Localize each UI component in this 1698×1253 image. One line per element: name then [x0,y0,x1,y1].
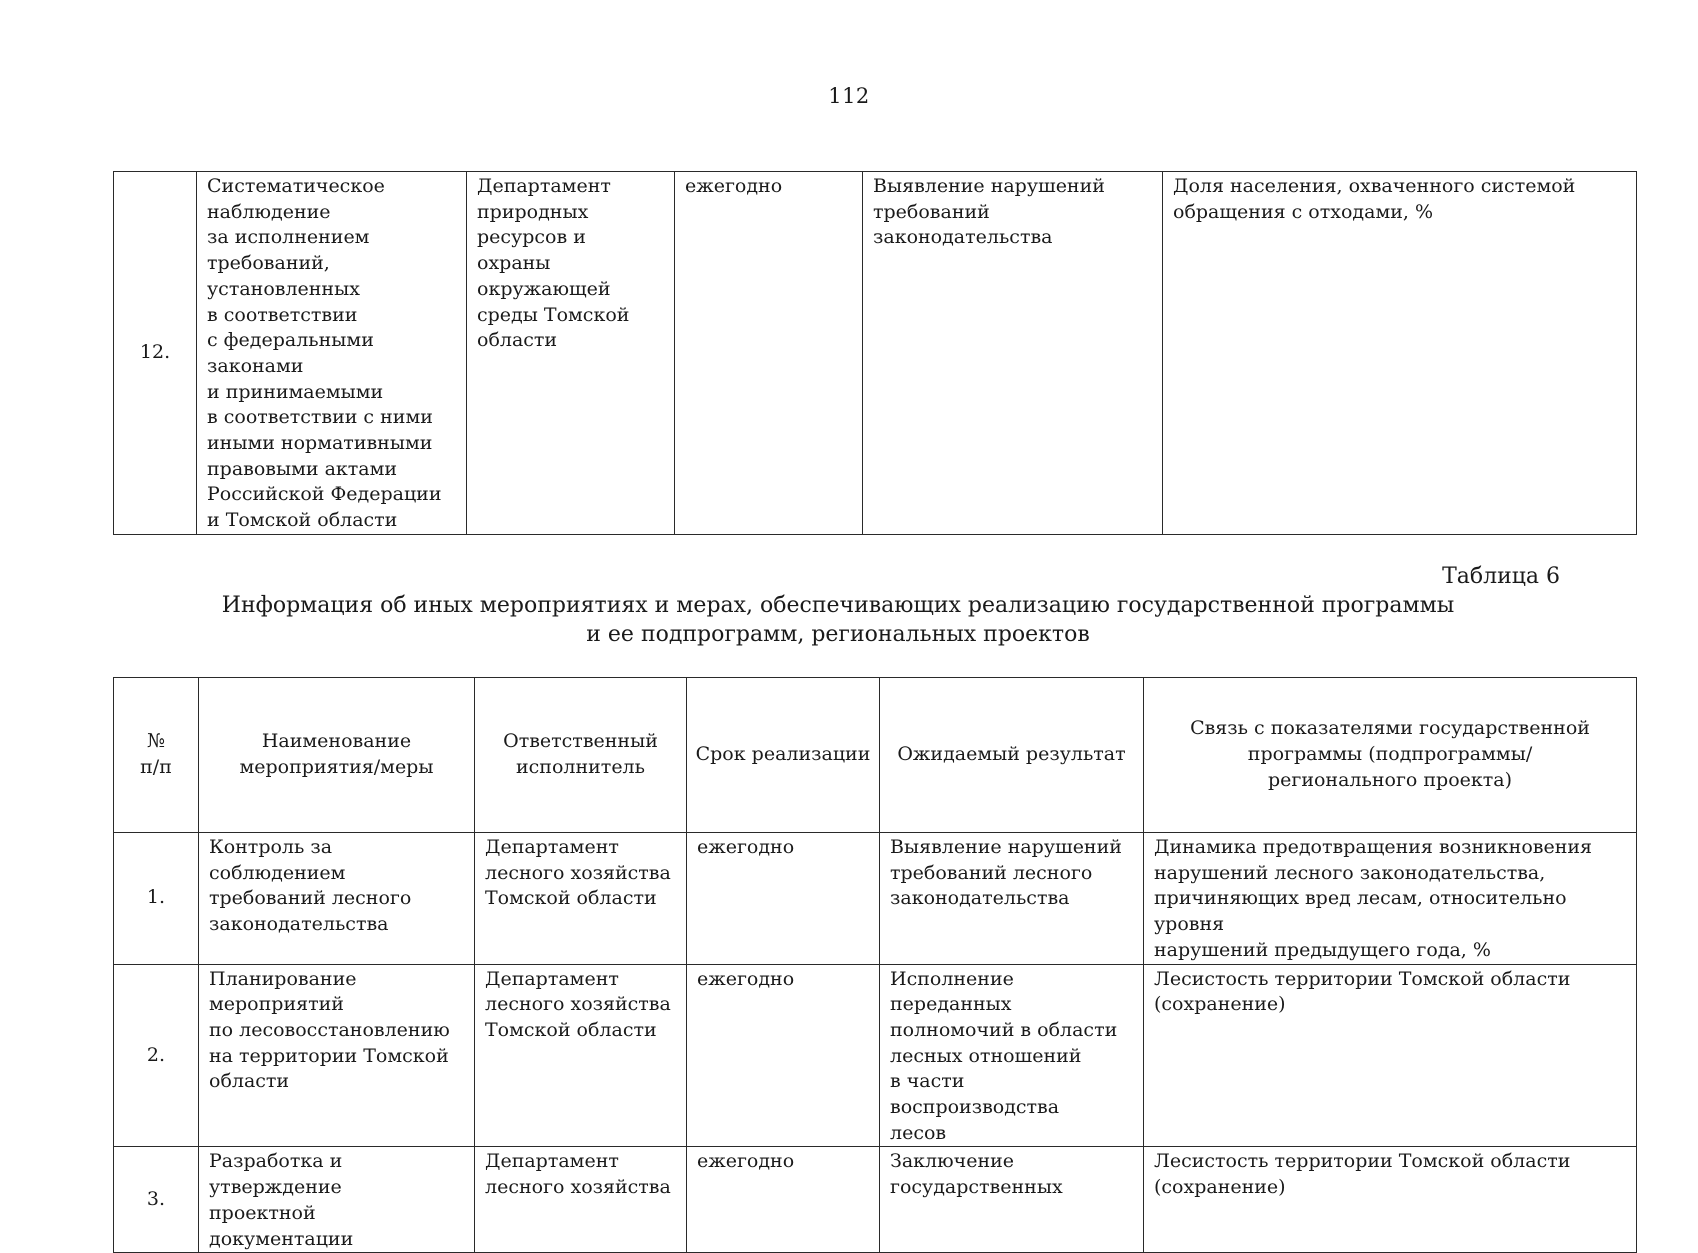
header-name: Наименование мероприятия/меры [199,678,475,833]
header-num: № п/п [114,678,199,833]
header-executor: Ответственный исполнитель [475,678,687,833]
caption-line-2: и ее подпрограмм, региональных проектов [586,622,1090,647]
table-number-label: Таблица 6 [1442,564,1560,589]
caption-line-1: Информация об иных мероприятиях и мерах, обеспечивающих реализацию государственной программы [221,593,1455,618]
row-number: 1. [114,833,199,965]
expected-result: Выявление нарушений требований лесного законодательства [880,833,1144,965]
row-number: 2. [114,964,199,1147]
indicator-link: Доля населения, охваченного системой обращения с отходами, % [1163,172,1637,535]
continued-table [113,171,1637,535]
table-row [114,833,1637,965]
measure-name: Планирование мероприятий по лесовосстановлению на территории Томской области [199,964,475,1147]
header-term: Срок реализации [687,678,880,833]
page-number: 112 [828,84,870,108]
responsible-executor: Департамент лесного хозяйства [475,1147,687,1253]
indicator-link: Лесистость территории Томской области (сохранение) [1144,964,1637,1147]
implementation-term: ежегодно [687,833,880,965]
implementation-term: ежегодно [687,964,880,1147]
implementation-term: ежегодно [675,172,863,535]
header-result: Ожидаемый результат [880,678,1144,833]
table-caption [113,591,1563,649]
implementation-term: ежегодно [687,1147,880,1253]
expected-result: Выявление нарушений требований законодательства [863,172,1163,535]
measure-name: Разработка и утверждение проектной документации [199,1147,475,1253]
responsible-executor: Департамент природных ресурсов и охраны окружающей среды Томской области [467,172,675,535]
responsible-executor: Департамент лесного хозяйства Томской области [475,964,687,1147]
measure-name: Систематическое наблюдение за исполнением требований, установленных в соответствии с федеральными законами и принимаемыми в соответствии с ними иными нормативными правовыми актами Российской Федерации и Томской области [197,172,467,535]
table-row [114,172,1637,535]
indicator-link: Лесистость территории Томской области (сохранение) [1144,1147,1637,1253]
header-link: Связь с показателями государственной программы (подпрограммы/ регионального проекта) [1144,678,1637,833]
indicator-link: Динамика предотвращения возникновения нарушений лесного законодательства, причиняющих вред лесам, относительно уровня нарушений предыдущего года, % [1144,833,1637,965]
expected-result: Заключение государственных [880,1147,1144,1253]
measure-name: Контроль за соблюдением требований лесного законодательства [199,833,475,965]
responsible-executor: Департамент лесного хозяйства Томской области [475,833,687,965]
row-number: 3. [114,1147,199,1253]
row-number: 12. [114,172,197,535]
table-header-row [114,678,1637,833]
table-row [114,964,1637,1147]
expected-result: Исполнение переданных полномочий в области лесных отношений в части воспроизводства лесов [880,964,1144,1147]
measures-table [113,677,1637,1253]
